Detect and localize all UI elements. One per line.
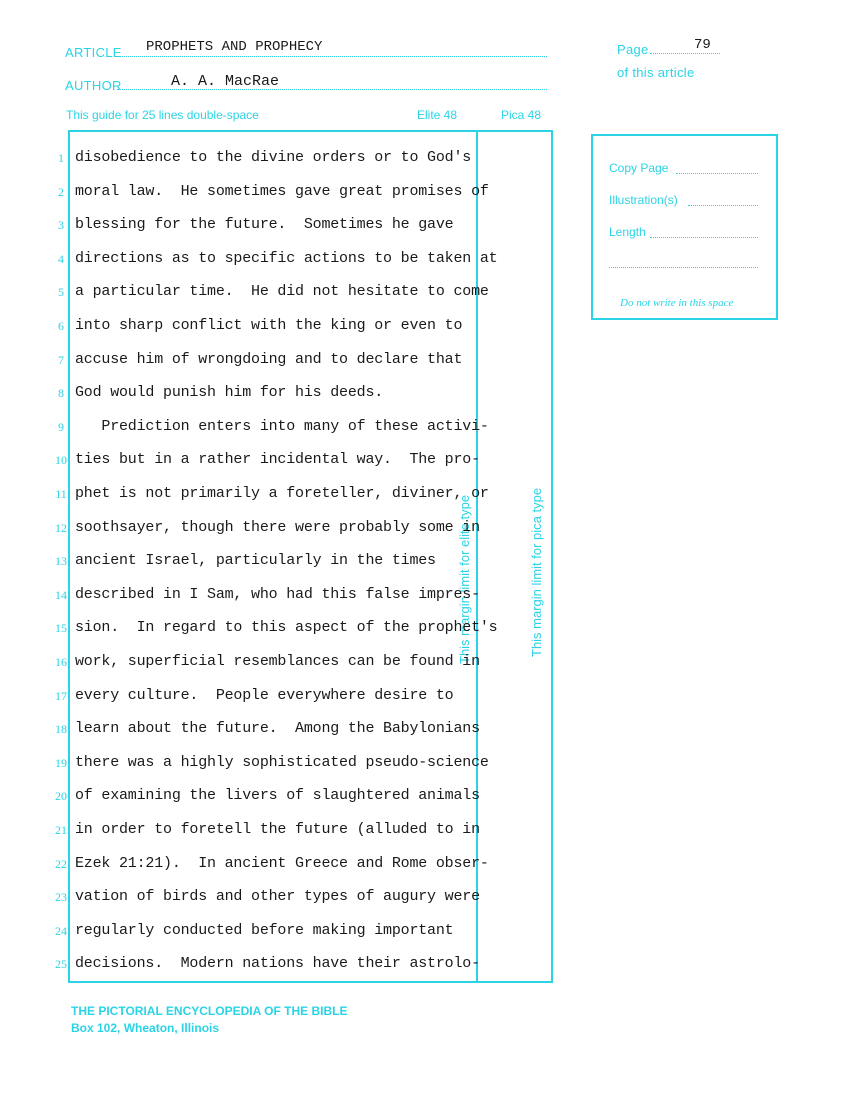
do-not-write-note: Do not write in this space bbox=[620, 297, 734, 309]
line-number: 23 bbox=[55, 890, 67, 905]
typed-line: disobedience to the divine orders or to God's bbox=[75, 149, 472, 166]
length-line bbox=[650, 237, 758, 238]
line-number: 1 bbox=[58, 151, 64, 165]
typed-line: learn about the future. Among the Babylonians bbox=[75, 720, 480, 738]
typed-line: there was a highly sophisticated pseudo-science bbox=[75, 753, 489, 771]
article-field-line bbox=[117, 56, 547, 57]
typed-line: phet is not primarily a foreteller, diviner, or bbox=[75, 485, 489, 502]
guide-note: This guide for 25 lines double-space bbox=[66, 108, 259, 122]
typed-line: regularly conducted before making important bbox=[75, 921, 454, 939]
line-number: 2 bbox=[58, 184, 64, 199]
typed-line: decisions. Modern nations have their astrolo- bbox=[75, 955, 480, 973]
page-suffix: of this article bbox=[617, 65, 695, 80]
page-label: Page bbox=[617, 42, 649, 57]
elite-note: Elite 48 bbox=[417, 108, 458, 122]
typed-line: ancient Israel, particularly in the times bbox=[75, 552, 436, 570]
typed-line: accuse him of wrongdoing and to declare that bbox=[75, 350, 463, 368]
line-number: 11 bbox=[55, 487, 67, 501]
line-number: 19 bbox=[55, 755, 67, 770]
length-label: Length bbox=[609, 225, 646, 239]
line-number: 24 bbox=[55, 923, 67, 938]
page-field-line bbox=[650, 53, 720, 54]
line-number: 22 bbox=[55, 856, 67, 871]
line-number: 21 bbox=[55, 823, 67, 837]
line-number: 18 bbox=[55, 722, 67, 737]
line-number: 15 bbox=[55, 621, 67, 636]
footer-title: THE PICTORIAL ENCYCLOPEDIA OF THE BIBLE bbox=[71, 1004, 348, 1018]
line-number: 13 bbox=[55, 554, 67, 569]
typed-line: moral law. He sometimes gave great promises of bbox=[75, 182, 489, 200]
line-number: 5 bbox=[58, 285, 64, 300]
line-number: 12 bbox=[55, 520, 67, 535]
line-number: 16 bbox=[55, 655, 67, 669]
line-number: 6 bbox=[58, 319, 64, 333]
typed-line: directions as to specific actions to be taken at bbox=[75, 249, 498, 267]
typed-line: work, superficial resemblances can be found in bbox=[75, 653, 480, 670]
line-number: 17 bbox=[55, 688, 67, 703]
line-number: 25 bbox=[55, 957, 67, 972]
typed-line: blessing for the future. Sometimes he gave bbox=[75, 216, 454, 234]
typed-line: God would punish him for his deeds. bbox=[75, 384, 384, 402]
typed-line: soothsayer, though there were probably some in bbox=[75, 518, 480, 536]
line-number: 10 bbox=[55, 453, 67, 468]
typed-line: every culture. People everywhere desire to bbox=[75, 686, 454, 704]
line-number: 7 bbox=[58, 352, 64, 367]
pica-note: Pica 48 bbox=[501, 108, 542, 122]
typed-line: sion. In regard to this aspect of the prophet's bbox=[75, 619, 498, 637]
elite-margin-note: This margin limit for elite type bbox=[457, 494, 472, 664]
typed-line: ties but in a rather incidental way. The pro- bbox=[75, 451, 480, 469]
line-number: 8 bbox=[58, 386, 64, 401]
copy-page-line bbox=[676, 173, 758, 174]
line-number: 9 bbox=[58, 419, 64, 434]
line-number: 20 bbox=[55, 789, 67, 804]
typed-line: a particular time. He did not hesitate to come bbox=[75, 283, 489, 301]
typed-line: into sharp conflict with the king or even to bbox=[75, 317, 463, 334]
author-name[interactable]: A. A. MacRae bbox=[171, 73, 280, 90]
copy-page-label: Copy Page bbox=[609, 161, 669, 175]
typed-line: Prediction enters into many of these activi- bbox=[75, 417, 489, 435]
illustrations-line bbox=[688, 205, 758, 206]
line-number: 4 bbox=[58, 251, 64, 266]
typed-line: in order to foretell the future (alluded to in bbox=[75, 821, 480, 838]
footer-address: Box 102, Wheaton, Illinois bbox=[71, 1021, 220, 1035]
author-label: AUTHOR bbox=[65, 78, 122, 93]
typed-line: vation of birds and other types of augury were bbox=[75, 888, 480, 906]
article-label: ARTICLE bbox=[65, 45, 122, 60]
line-number: 3 bbox=[58, 218, 64, 233]
typed-line: of examining the livers of slaughtered animals bbox=[75, 787, 480, 805]
typed-line: Ezek 21:21). In ancient Greece and Rome obser- bbox=[75, 854, 489, 872]
line-number: 14 bbox=[55, 587, 67, 602]
article-title[interactable]: PROPHETS AND PROPHECY bbox=[146, 39, 323, 55]
typed-line: described in I Sam, who had this false impres- bbox=[75, 585, 480, 603]
blank-line bbox=[609, 267, 758, 268]
illustrations-label: Illustration(s) bbox=[609, 193, 678, 207]
pica-margin-note: This margin limit for pica type bbox=[529, 487, 544, 657]
page-number[interactable]: 79 bbox=[694, 37, 711, 53]
